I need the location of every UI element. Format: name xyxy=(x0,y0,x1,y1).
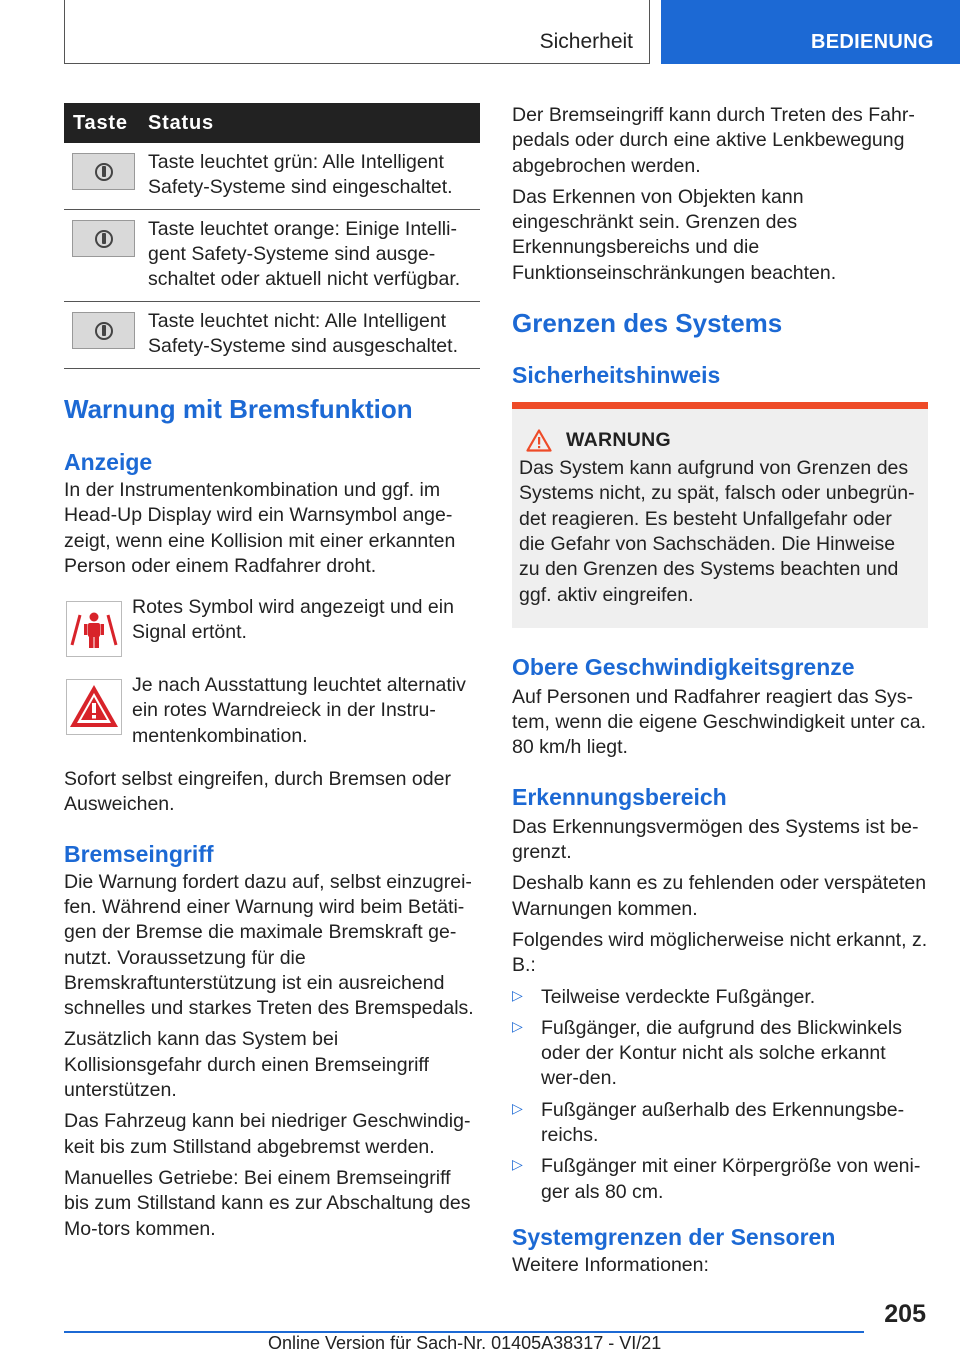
heading-safety-note: Sicherheitshinweis xyxy=(512,362,721,389)
bullet-triangle-icon: ▷ xyxy=(512,1156,523,1173)
warning-header xyxy=(519,429,920,452)
heading-system-limits: Grenzen des Systems xyxy=(512,308,783,339)
table-row xyxy=(64,302,480,369)
heading-detection-range: Erkennungsbereich xyxy=(512,783,727,810)
safety-button-off-icon xyxy=(72,312,135,349)
table-header xyxy=(64,103,480,143)
symbol-row-person xyxy=(64,596,480,657)
list-item: ▷ Fußgänger außerhalb des Erkennungsbe‐reichs. xyxy=(512,1098,928,1149)
intro-text-1: Der Bremseingriff kann durch Treten des Fahr‐pedals oder durch eine aktive Lenkbewegung abgebrochen werden. xyxy=(512,104,915,177)
symbol2-text: Je nach Ausstattung leuchtet alternativ ein rotes Warndreieck in der Instru‐mentenkombination. xyxy=(132,674,466,747)
list-item: ▷ Fußgänger mit einer Körpergröße von weni‐ger als 80 cm. xyxy=(512,1154,928,1205)
heading-sensor-limits: Systemgrenzen der Sensoren xyxy=(512,1223,836,1250)
right-column xyxy=(512,103,928,1278)
brake-text-2: Zusätzlich kann das System bei Kollisionsgefahr durch einen Bremseingriff unterstützen. xyxy=(64,1028,429,1102)
header-status: Status xyxy=(148,111,214,134)
warning-icon xyxy=(526,429,552,452)
symbol-row-triangle xyxy=(64,674,480,749)
header-key: Taste xyxy=(73,111,128,134)
footer-online-version: Online Version für Sach-Nr. 01405A38317 - VI/21 xyxy=(268,1333,662,1353)
not-detected-list xyxy=(512,985,928,1205)
bullet-triangle-icon: ▷ xyxy=(512,986,523,1003)
row-status-text: Taste leuchtet nicht: Alle Intelligent Safety-Systeme sind ausgeschaltet. xyxy=(148,310,458,357)
bullet-triangle-icon: ▷ xyxy=(512,1099,523,1116)
intro-text-2: Das Erkennen von Objekten kann eingeschränkt sein. Grenzen des Erkennungsbereichs und die Funktionseinschränkungen beachten. xyxy=(512,185,837,284)
brake-text-4: Manuelles Getriebe: Bei einem Bremseingriff bis zum Stillstand kann es zur Abschaltung des Mo‐tors kommen. xyxy=(64,1166,471,1240)
sensors-text: Weitere Informationen: xyxy=(512,1253,709,1276)
table-row xyxy=(64,210,480,302)
bullet-triangle-icon: ▷ xyxy=(512,1017,523,1034)
symbol1-text: Rotes Symbol wird angezeigt und ein Signal ertönt. xyxy=(132,596,454,644)
left-column xyxy=(64,103,480,1242)
row-status-text: Taste leuchtet orange: Einige Intelli‐gent Safety-Systeme sind ausge‐schaltet oder aktuell nicht verfügbar. xyxy=(148,218,461,290)
list-item: ▷ Fußgänger, die aufgrund des Blickwinkels oder der Kontur nicht als solche erkannt wer‐den. xyxy=(512,1016,928,1092)
heading-speed-limit: Obere Geschwindigkeitsgrenze xyxy=(512,653,855,680)
chapter-tab[interactable]: BEDIENUNG xyxy=(661,0,960,64)
display-text: In der Instrumentenkombination und ggf. im Head-Up Display wird ein Warnsymbol ange‐zeigt, wenn eine Kollision mit einer erkannten Person oder einem Radfahrer droht. xyxy=(64,479,456,577)
heading-brake: Bremseingriff xyxy=(64,840,214,867)
range-text-3: Folgendes wird möglicherweise nicht erkannt, z. B.: xyxy=(512,928,928,977)
section-title: Sicherheit xyxy=(539,30,633,53)
warning-triangle-icon xyxy=(66,679,122,735)
person-warning-icon xyxy=(66,601,122,657)
warning-title: WARNUNG xyxy=(566,429,672,452)
heading-display: Anzeige xyxy=(64,449,153,475)
range-text-1: Das Erkennungsvermögen des Systems ist be‐grenzt. xyxy=(512,815,919,864)
header-box xyxy=(64,0,650,64)
warning-box xyxy=(512,402,928,628)
react-text: Sofort selbst eingreifen, durch Bremsen oder Ausweichen. xyxy=(64,768,451,816)
safety-button-orange-icon xyxy=(72,220,135,257)
brake-text-3: Das Fahrzeug kann bei niedriger Geschwindig‐keit bis zum Stillstand abgebremst werden. xyxy=(64,1110,471,1158)
brake-text-1: Die Warnung fordert dazu auf, selbst einzugrei‐fen. Während einer Warnung wird beim Betäti‐gen der Bremse die maximale Bremskraft ge‐nutzt. Voraussetzung für die Bremskraftunterstützung ist ein ausreichend schnelles und starkes Treten des Bremspedals. xyxy=(64,870,474,1020)
list-item: ▷ Teilweise verdeckte Fußgänger. xyxy=(512,985,928,1010)
page-number: 205 xyxy=(884,1300,926,1328)
status-table xyxy=(64,103,480,369)
safety-button-green-icon xyxy=(72,153,135,190)
speed-text: Auf Personen und Radfahrer reagiert das Sys‐tem, wenn die eigene Geschwindigkeit unter ca. 80 km/h liegt. xyxy=(512,685,927,759)
range-text-2: Deshalb kann es zu fehlenden oder verspäteten Warnungen kommen. xyxy=(512,872,927,920)
heading-warning-brake: Warnung mit Bremsfunktion xyxy=(64,394,413,424)
table-row xyxy=(64,143,480,210)
warning-text: Das System kann aufgrund von Grenzen des Systems nicht, zu spät, falsch oder unbegrün‐det reagieren. Es besteht Unfallgefahr oder die Gefahr von Sachschäden. Die Hinweise zu den Grenzen des Systems beachten und ggf. aktiv eingreifen. xyxy=(519,457,915,606)
row-status-text: Taste leuchtet grün: Alle Intelligent Safety-Systeme sind eingeschaltet. xyxy=(148,151,453,198)
